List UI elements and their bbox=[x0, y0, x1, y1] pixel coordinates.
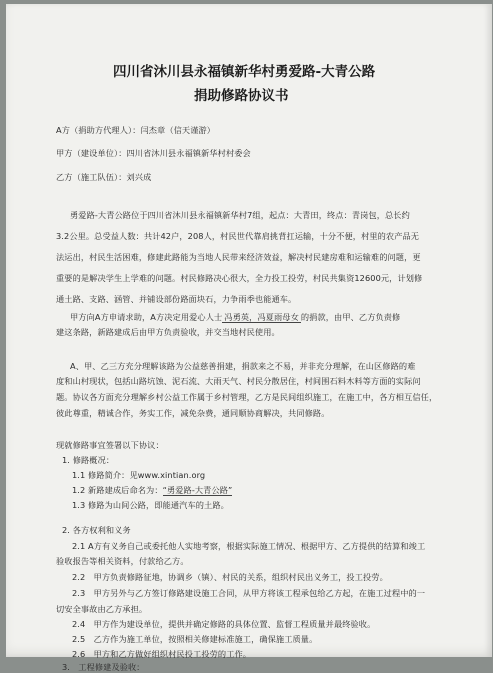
item-2-3: 2.3 甲方另外与乙方签订修路建设施工合同，从甲方将该工程承包给乙方起，在施工过程中的一 bbox=[72, 588, 426, 598]
section-2-heading: 2. 各方权利和义务 bbox=[62, 525, 131, 535]
party-a-line: A方（捐助方代理人）：闫杰章（信天谨游） bbox=[56, 125, 216, 135]
para2-suffix: 的捐款，由甲、乙方负责修 bbox=[300, 312, 401, 322]
item-1-2 bbox=[72, 485, 232, 496]
para1-line: 通土路、支路、涵管、并铺设部份路面块石，力争雨季也能通车。 bbox=[56, 294, 297, 304]
website-link: www.xintian.org bbox=[137, 470, 206, 480]
para1-line: 法运出，村民生活困难，修建此路能为当地人民带来经济效益，解决村民建房难和运输难的问题，更 bbox=[56, 252, 421, 262]
item-2-3-cont: 切安全事故由乙方承担。 bbox=[56, 604, 148, 614]
agreement-heading: 现就修路事宜签署以下协议： bbox=[56, 440, 164, 450]
para1-line: 重要的是解决学生上学难的问题。村民修路决心很大，全力投工投劳，村民共集资12600元，计划修 bbox=[56, 273, 423, 283]
item-1-1-label: 1.1 修路简介：见 bbox=[72, 470, 138, 480]
item-2-1: 2.1 A方有义务自己或委托他人实地考察，根据实际施工情况、根据甲方、乙方提供的结算和竣工 bbox=[72, 541, 426, 551]
para2-line bbox=[70, 312, 400, 323]
item-2-4: 2.4 甲方作为建设单位，提供并确定修路的具体位置、监督工程质量并最终验收。 bbox=[72, 619, 376, 629]
item-1-1 bbox=[72, 470, 205, 481]
section-3-heading: 3. 工程修建及验收： bbox=[62, 662, 145, 672]
item-2-5: 2.5 乙方作为施工单位，按照相关修建标准施工，确保施工质量。 bbox=[72, 634, 318, 644]
document-subtitle: 捐助修路协议书 bbox=[194, 88, 289, 104]
para3-line: A、甲、乙三方充分理解该路为公益慈善捐建，捐款来之不易，并非充分理解，在山区修路的难 bbox=[70, 361, 416, 371]
donor-names: 冯勇英，冯夏雨母女 bbox=[224, 312, 299, 322]
section-1-heading: 1. 修路概况： bbox=[62, 455, 115, 465]
para1-line: 3.2公里。总受益人数：共计42户，208人，村民世代靠肩挑背扛运输，十分不便，村里的农产品无 bbox=[56, 231, 420, 241]
item-1-3: 1.3 修路为山间公路，即能通汽车的土路。 bbox=[72, 500, 229, 510]
para3-line: 彼此尊重，精诚合作，务实工作，减免杂费，通同顺协商解决，共同修路。 bbox=[56, 408, 330, 418]
para3-line: 度和山村现状，包括山路坑蚀、泥石流、大雨天气、村民分散居住，村间围石料木料等方面的实际问 bbox=[56, 376, 421, 386]
item-1-2-label: 1.2 新路建成后命名为： bbox=[72, 485, 163, 495]
document-page bbox=[6, 4, 492, 672]
item-2-2: 2.2 甲方负责修路征地，协调乡（镇）、村民的关系，组织村民出义务工，投工投劳。 bbox=[72, 572, 388, 582]
para2-line: 建这条路，新路建成后由甲方负责验收，并交当地村民使用。 bbox=[56, 327, 280, 337]
party-yi-line: 乙方（施工队伍）：刘兴成 bbox=[56, 172, 152, 182]
para1-line: 勇爱路-大青公路位于四川省沐川县永福镇新华村7组，起点：大青田，终点：青岗包，总长约 bbox=[70, 210, 410, 220]
para3-line: 题。协议各方面充分理解乡村公益工作属于乡村管理，乙方是民间组织施工，在施工中，各方相互信任， bbox=[56, 392, 438, 402]
road-name: “勇爱路-大青公路” bbox=[162, 485, 233, 495]
party-jia-line: 甲方（建设单位）：四川省沐川县永福镇新华村村委会 bbox=[56, 148, 251, 158]
document-title: 四川省沐川县永福镇新华村勇爱路-大青公路 bbox=[113, 64, 376, 80]
item-2-1-cont: 验收报告等相关资料，付款给乙方。 bbox=[56, 556, 189, 566]
item-2-6: 2.6 甲方和乙方做好组织村民投工投劳的工作。 bbox=[72, 649, 252, 659]
para2-prefix: 甲方向A方申请求助，A方决定用爱心人士 bbox=[70, 312, 223, 322]
